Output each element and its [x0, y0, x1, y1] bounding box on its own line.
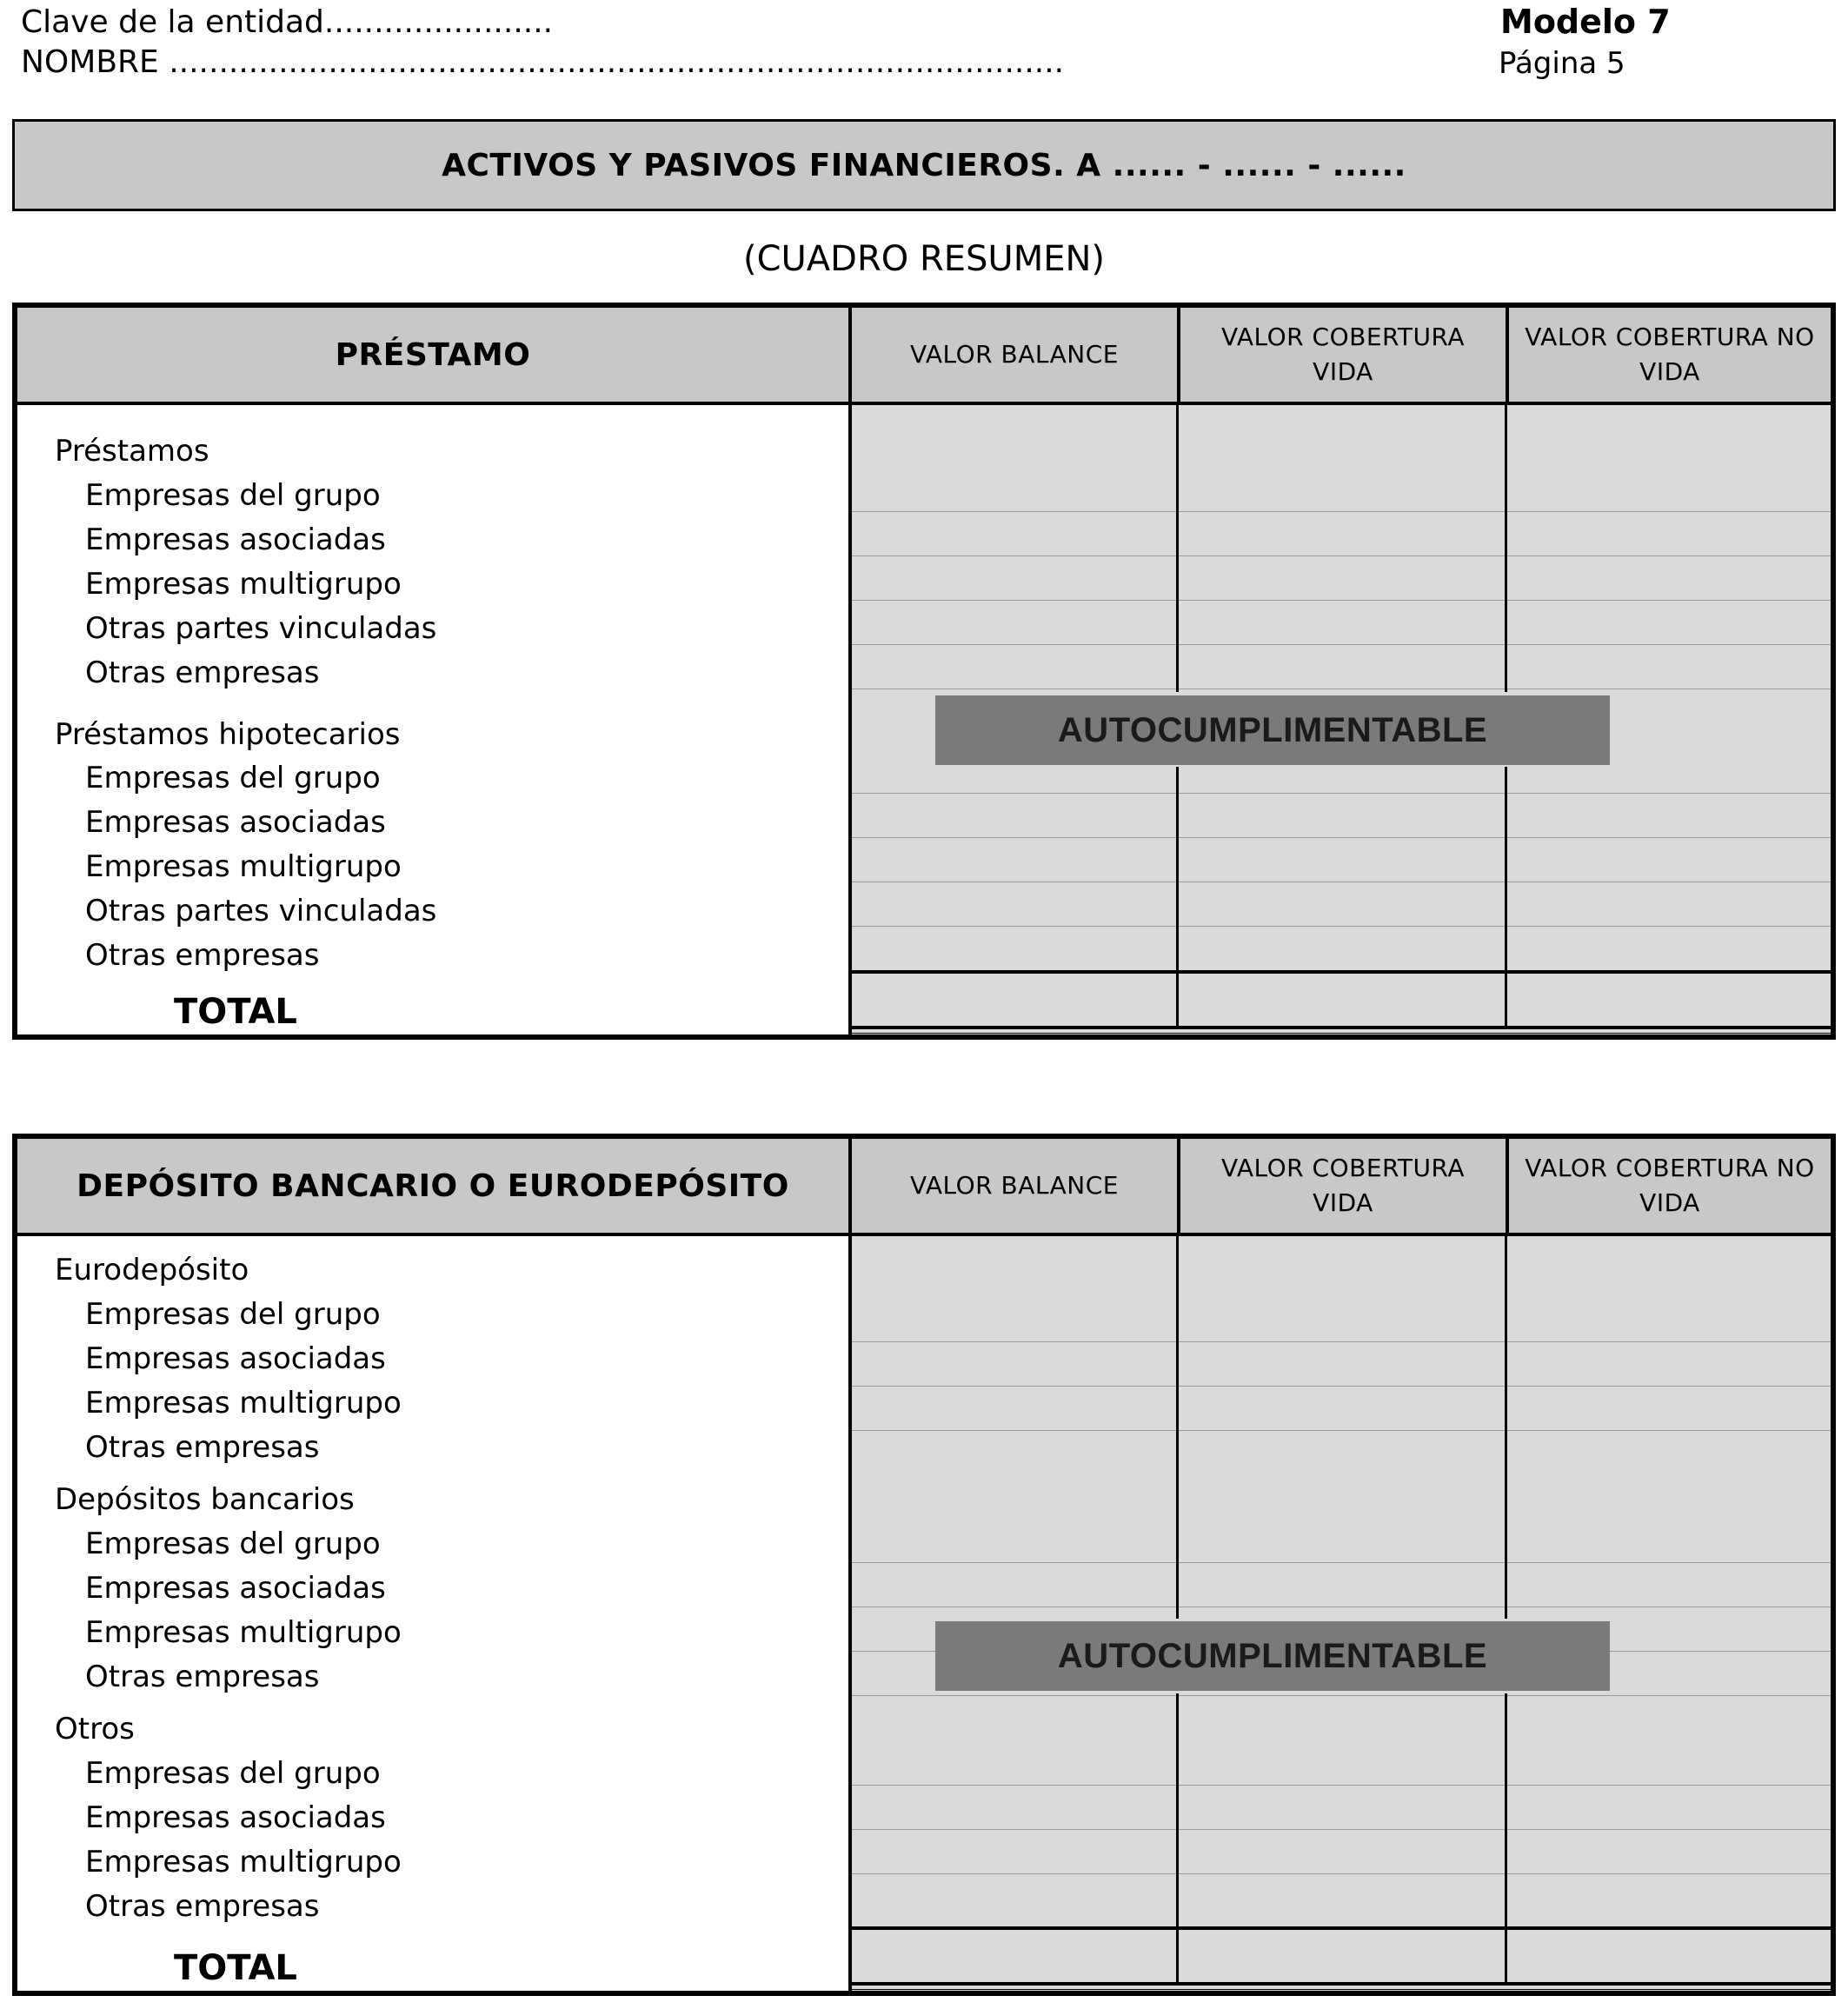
group-label: Eurodepósito	[55, 1253, 249, 1287]
col-valor-balance: VALOR BALANCE	[848, 308, 1177, 402]
clave-entidad-label: Clave de la entidad.......................	[21, 4, 554, 40]
row-separator	[852, 881, 1831, 882]
group-label: Préstamos	[55, 434, 209, 469]
column-divider	[1505, 767, 1507, 1028]
col-valor-cobertura-no-vida: VALOR COBERTURA NO VIDA	[1506, 308, 1831, 402]
data-area	[848, 1236, 1831, 1991]
total-bottom-line	[848, 1982, 1831, 1986]
total-bottom-line	[848, 1026, 1831, 1029]
row-separator	[852, 555, 1831, 556]
row-separator	[852, 600, 1831, 601]
autocumplimentable-stamp: AUTOCUMPLIMENTABLE	[935, 1621, 1610, 1691]
row-label: Empresas asociadas	[85, 805, 386, 840]
column-divider	[1505, 405, 1507, 692]
prestamo-table	[12, 303, 1836, 1040]
group-label: Depósitos bancarios	[55, 1482, 355, 1517]
table-header	[17, 308, 1831, 405]
row-label: Otras partes vinculadas	[85, 611, 437, 646]
row-separator	[852, 1562, 1831, 1563]
deposito-table	[12, 1134, 1836, 1996]
row-separator	[852, 837, 1831, 838]
row-label: Otras empresas	[85, 1889, 320, 1924]
col-valor-cobertura-no-vida: VALOR COBERTURA NO VIDA	[1506, 1139, 1831, 1233]
row-label: Empresas multigrupo	[85, 1615, 402, 1650]
row-separator	[852, 793, 1831, 794]
table-heading: DEPÓSITO BANCARIO O EURODEPÓSITO	[76, 1167, 789, 1204]
row-separator	[852, 1386, 1831, 1387]
column-divider	[1176, 1693, 1179, 1984]
row-separator	[852, 1695, 1831, 1696]
row-label: Empresas multigrupo	[85, 849, 402, 884]
column-divider	[1176, 767, 1179, 1028]
group-label: Préstamos hipotecarios	[55, 717, 401, 752]
table-header	[17, 1139, 1831, 1236]
total-double-line	[848, 1989, 1831, 1990]
group-label: Otros	[55, 1712, 135, 1746]
row-label: Empresas del grupo	[85, 761, 381, 795]
total-label: TOTAL	[174, 1948, 297, 1988]
row-label: Empresas multigrupo	[85, 1845, 402, 1879]
row-label: Empresas del grupo	[85, 1297, 381, 1332]
nombre-label: NOMBRE ..........................................................................................	[21, 44, 1065, 80]
row-label: Empresas multigrupo	[85, 567, 402, 602]
row-label: Empresas del grupo	[85, 478, 381, 513]
row-separator	[852, 1785, 1831, 1786]
row-separator	[852, 1341, 1831, 1342]
row-label: Otras empresas	[85, 655, 320, 690]
row-label: Empresas del grupo	[85, 1756, 381, 1791]
column-divider	[1505, 1693, 1507, 1984]
autocumplimentable-stamp: AUTOCUMPLIMENTABLE	[935, 695, 1610, 765]
total-double-line	[848, 1033, 1831, 1034]
row-separator	[852, 644, 1831, 645]
col-valor-balance: VALOR BALANCE	[848, 1139, 1177, 1233]
row-separator	[852, 1430, 1831, 1431]
document-subtitle: (CUADRO RESUMEN)	[742, 239, 1105, 279]
row-label: Empresas asociadas	[85, 522, 386, 557]
row-separator	[852, 1829, 1831, 1830]
column-divider	[1176, 405, 1179, 692]
row-label: Otras empresas	[85, 938, 320, 973]
col-valor-cobertura-vida: VALOR COBERTURA VIDA	[1177, 1139, 1506, 1233]
row-separator	[852, 511, 1831, 512]
row-separator	[852, 1873, 1831, 1874]
modelo-label: Modelo 7	[1500, 3, 1671, 41]
col-valor-cobertura-vida: VALOR COBERTURA VIDA	[1177, 308, 1506, 402]
row-separator	[852, 926, 1831, 927]
total-label: TOTAL	[174, 992, 297, 1032]
row-label: Otras partes vinculadas	[85, 894, 437, 928]
total-separator	[848, 1926, 1831, 1930]
column-divider	[1176, 1236, 1179, 1619]
column-divider	[1505, 1236, 1507, 1619]
row-label: Empresas asociadas	[85, 1800, 386, 1835]
total-separator	[848, 970, 1831, 974]
table-heading: PRÉSTAMO	[335, 336, 531, 373]
row-label: Empresas asociadas	[85, 1571, 386, 1606]
pagina-label: Página 5	[1499, 46, 1625, 81]
row-label: Empresas asociadas	[85, 1341, 386, 1376]
row-label: Otras empresas	[85, 1430, 320, 1465]
row-label: Otras empresas	[85, 1660, 320, 1694]
document-title: ACTIVOS Y PASIVOS FINANCIEROS. A ...... - ...... - ......	[12, 119, 1836, 211]
row-label: Empresas del grupo	[85, 1527, 381, 1561]
row-label: Empresas multigrupo	[85, 1386, 402, 1420]
